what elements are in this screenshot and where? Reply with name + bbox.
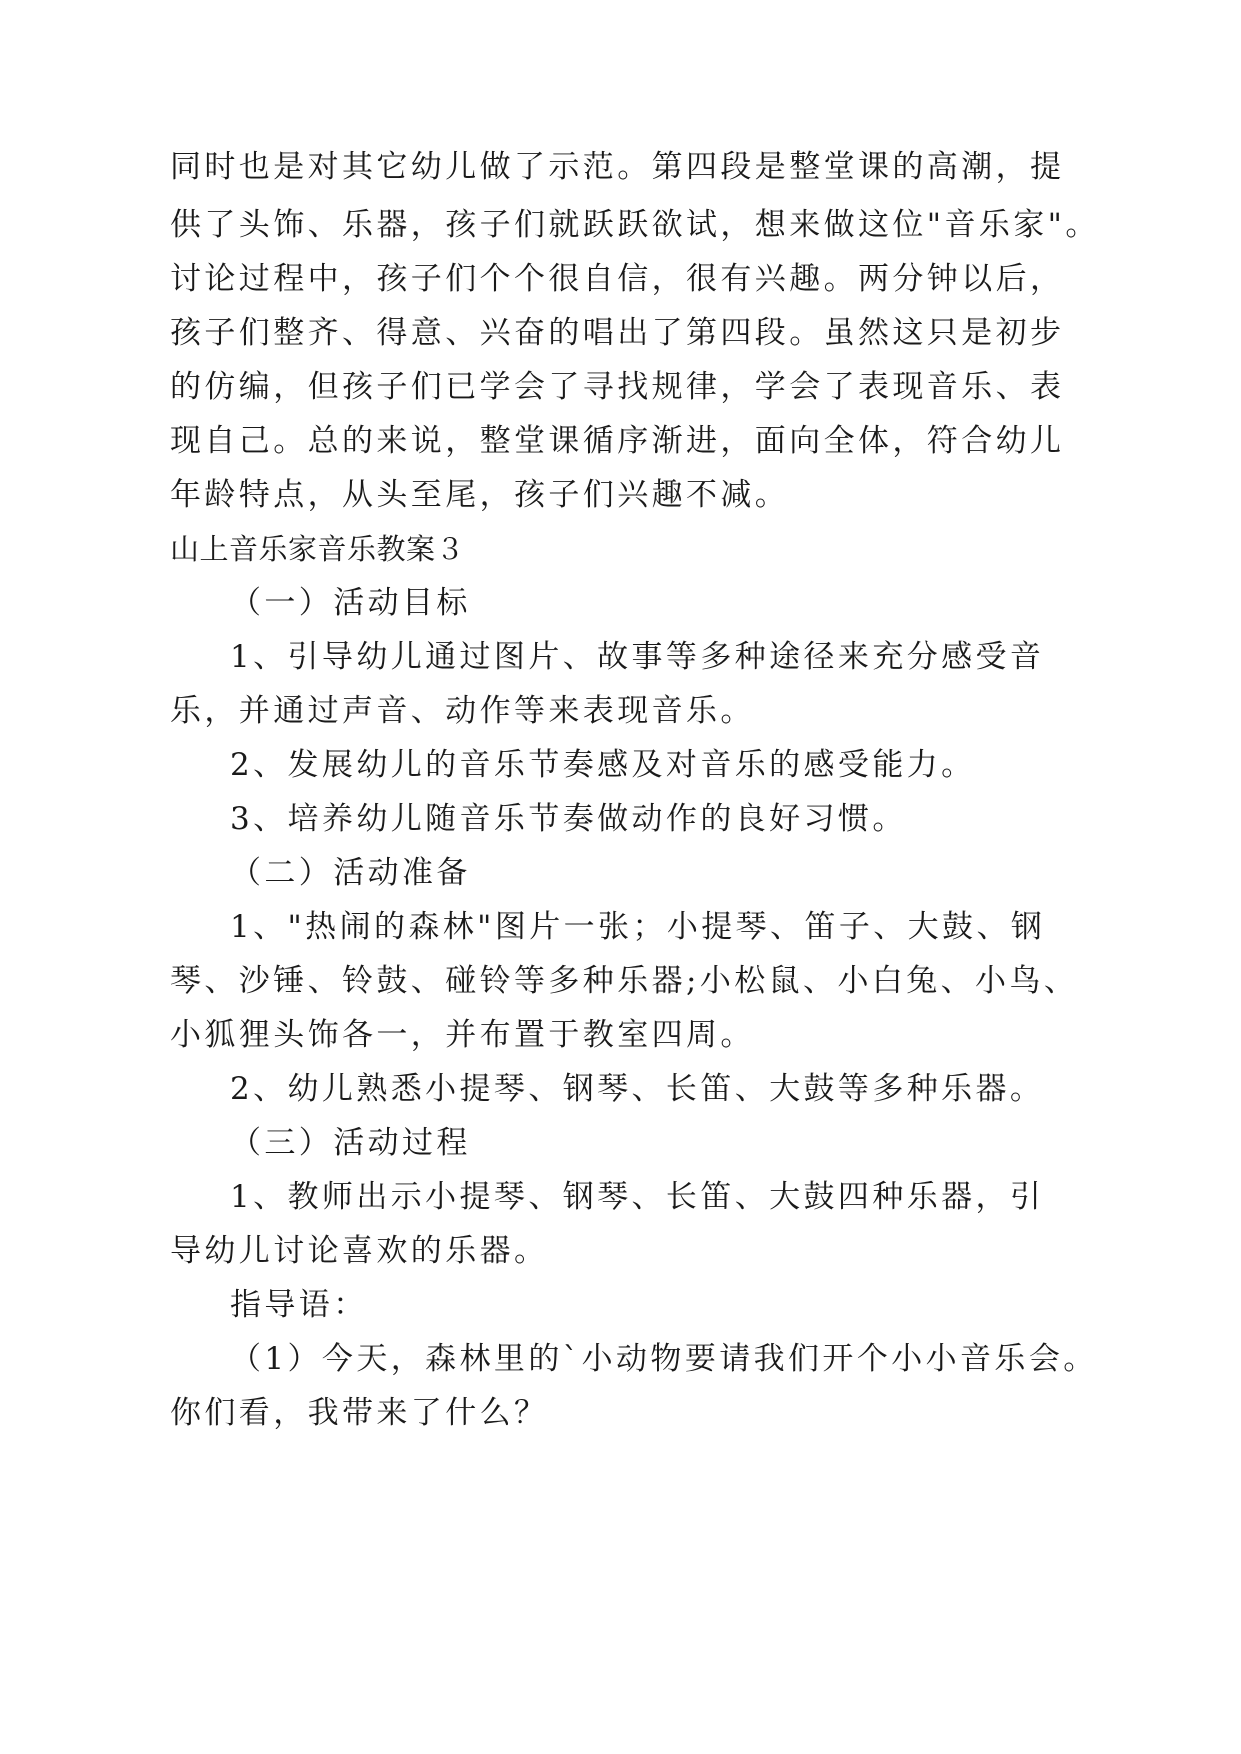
text-line-goal-1: 1、引导幼儿通过图片、故事等多种途径来充分感受音	[230, 639, 1045, 675]
text-line-goal-2: 2、发展幼儿的音乐节奏感及对音乐的感受能力。	[230, 747, 976, 783]
text-line-goal-1-cont: 乐，并通过声音、动作等来表现音乐。	[170, 693, 755, 729]
text-line-1: 同时也是对其它幼儿做了示范。第四段是整堂课的高潮，提	[170, 149, 1065, 185]
text-line-guide-1: （1）今天，森林里的`小动物要请我们开个小小音乐会。	[230, 1341, 1098, 1377]
text-line-3: 讨论过程中，孩子们个个很自信，很有兴趣。两分钟以后，	[170, 261, 1065, 297]
text-line-guide-1-cont: 你们看，我带来了什么？	[170, 1395, 549, 1431]
text-line-process-1-cont: 导幼儿讨论喜欢的乐器。	[170, 1233, 549, 1269]
text-line-4: 孩子们整齐、得意、兴奋的唱出了第四段。虽然这只是初步	[170, 315, 1065, 351]
text-line-process-1: 1、教师出示小提琴、钢琴、长笛、大鼓四种乐器，引	[230, 1179, 1045, 1215]
text-line-5: 的仿编，但孩子们已学会了寻找规律，学会了表现音乐、表	[170, 369, 1065, 405]
subheading-goals: （一）活动目标	[230, 585, 471, 621]
text-line-prep-2: 2、幼儿熟悉小提琴、钢琴、长笛、大鼓等多种乐器。	[230, 1071, 1045, 1107]
text-line-prep-1-cont2: 小狐狸头饰各一，并布置于教室四周。	[170, 1017, 755, 1053]
text-line-goal-3: 3、培养幼儿随音乐节奏做动作的良好习惯。	[230, 801, 907, 837]
text-line-guide-label: 指导语：	[230, 1287, 368, 1323]
subheading-process: （三）活动过程	[230, 1125, 471, 1161]
section-title: 山上音乐家音乐教案３	[170, 532, 466, 566]
text-line-7: 年龄特点，从头至尾，孩子们兴趣不减。	[170, 477, 790, 513]
subheading-preparation: （二）活动准备	[230, 855, 471, 891]
text-line-prep-1-cont: 琴、沙锤、铃鼓、碰铃等多种乐器;小松鼠、小白兔、小鸟、	[170, 963, 1079, 999]
text-line-prep-1: 1、"热闹的森林"图片一张；小提琴、笛子、大鼓、钢	[230, 909, 1046, 945]
text-line-2: 供了头饰、乐器，孩子们就跃跃欲试，想来做这位"音乐家"。	[170, 207, 1100, 243]
text-line-6: 现自己。总的来说，整堂课循序渐进，面向全体，符合幼儿	[170, 423, 1065, 459]
